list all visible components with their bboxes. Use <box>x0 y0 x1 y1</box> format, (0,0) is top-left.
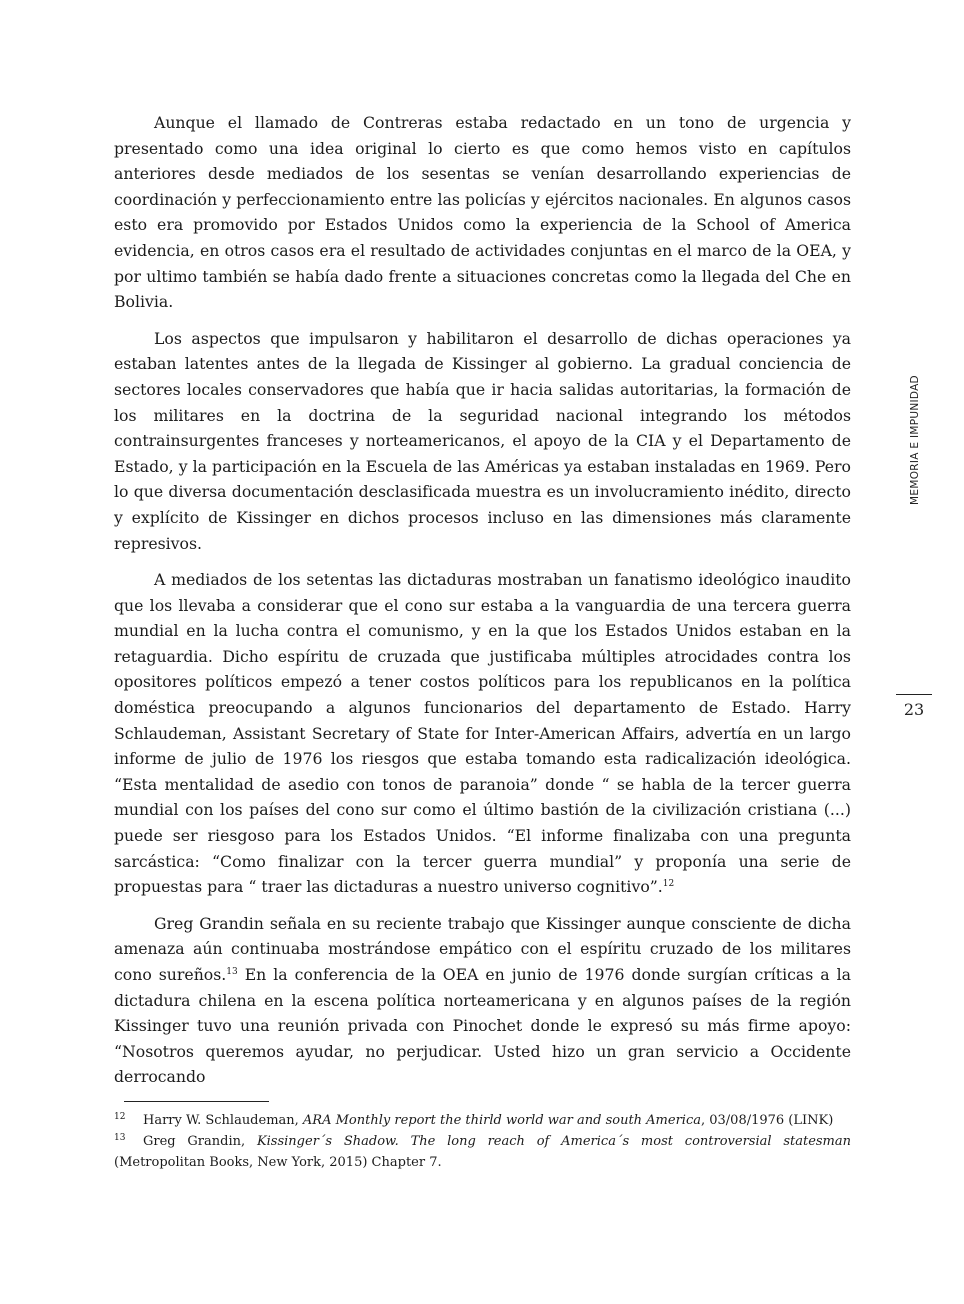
running-section-label <box>905 368 925 512</box>
footnote-title: ARA Monthly report the thirld world war and south America <box>302 1113 701 1128</box>
footnote-ref-13[interactable]: 13 <box>226 966 238 977</box>
footnote-separator <box>124 1101 269 1102</box>
footnote-title: Kissinger´s Shadow. The long reach of America´s most controversial statesman <box>256 1134 852 1149</box>
paragraph-2: Los aspectos que impulsaron y habilitaron el desarrollo de dichas operaciones ya estaban latentes antes de la llegada de Kissinger al gobierno. La gradual conciencia de sectores locales conservadores que había que ir hacia salidas autoritarias, la formación de los militares en la doctrina de la seguridad nacional integrando los métodos contrainsurgentes franceses y norteamericanos, el apoyo de la CIA y el Departamento de Estado, y la participación en la Escuela de las Américas ya estaban instaladas en 1969. Pero lo que diversa documentación desclasificada muestra es un involucramiento inédito, directo y explícito de Kissinger en dichos procesos incluso en las dimensiones más claramente represivos. <box>114 328 851 553</box>
footnote-ref-12[interactable]: 12 <box>662 878 675 889</box>
running-section-label-text: MEMORIA E IMPUNIDAD <box>909 375 921 505</box>
paragraph-4 <box>114 911 851 1090</box>
page-number-rule <box>896 694 932 695</box>
paragraph-3-text: A mediados de los setentas las dictaduras mostraban un fanatismo ideológico inaudito que los llevaba a considerar que el cono sur estaba a la vanguardia de una tercera guerra mundial en la lucha contra el comunismo, y en la que los Estados Unidos estaban en la retaguardia. Dicho espíritu de cruzada que justificaba múltiples atrocidades contra los opositores políticos empezó a tener costos políticos para los republicanos en la política doméstica preocupando a algunos funcionarios del departamento de Estado. Harry Schlaudeman, Assistant Secretary of State for Inter-American Affairs, advertía en un largo informe de julio de 1976 los riesgos que estaba tomando esta radicalización ideológica. “Esta mentalidad de asedio con tonos de paranoia” donde “ se habla de la tercer guerra mundial con los países del cono sur como el último bastión de la civilización cristiana (...) puede ser riesgoso para los Estados Unidos. “El informe finalizaba con una pregunta sarcástica: “Como finalizar con la tercer guerra mundial” y proponía una serie de propuestas para “ traer las dictaduras a nuestro universo cognitivo”. <box>114 570 851 897</box>
body-text <box>114 110 851 1101</box>
footnote-author: Harry W. Schlaudeman, <box>143 1113 303 1128</box>
paragraph-1: Aunque el llamado de Contreras estaba redactado en un tono de urgencia y presentado como una idea original lo cierto es que como hemos visto en capítulos anteriores desde mediados de los sesentas se venían desarrollando experiencias de coordinación y perfeccionamiento entre las policías y ejércitos nacionales. En algunos casos esto era promovido por Estados Unidos como la experiencia de la School of America evidencia, en otros casos era el resultado de actividades conjuntas en el marco de la OEA, y por ultimo también se había dado frente a situaciones concretas como la llegada del Che en Bolivia. <box>114 113 851 312</box>
paragraph-3 <box>114 567 851 900</box>
paragraph-4-text-a: Greg Grandin señala en su reciente trabajo que Kissinger aunque consciente de dicha amenaza aún continuaba mostrándose empático con el espíritu cruzado de los militares cono sureños. <box>114 913 851 984</box>
footnote-details: , 03/08/1976 (LINK) <box>700 1113 834 1128</box>
footnote-details: (Metropolitan Books, New York, 2015) Chapter 7. <box>114 1155 442 1170</box>
footnote-author: Greg Grandin, <box>143 1134 257 1149</box>
footnote-13: 13 Greg Grandin, Kissinger´s Shadow. The long reach of America´s most controversial statesman (Metropolitan Books, New York, 2015) Chapter 7. <box>114 1132 852 1170</box>
page-number: 23 <box>903 700 925 719</box>
footnotes <box>114 1110 851 1173</box>
paragraph-4-text-b: En la conferencia de la OEA en junio de 1976 donde surgían críticas a la dictadura chilena en la escena política norteamericana y en algunos países de la región Kissinger tuvo una reunión privada con Pinochet donde le expresó su más firme apoyo: “Nosotros queremos ayudar, no perjudicar. Usted hizo un gran servicio a Occidente derrocando <box>114 965 851 1087</box>
footnote-12: 12 Harry W. Schlaudeman, ARA Monthly report the thirld world war and south America, 03/08/1976 (LINK) <box>114 1111 834 1128</box>
